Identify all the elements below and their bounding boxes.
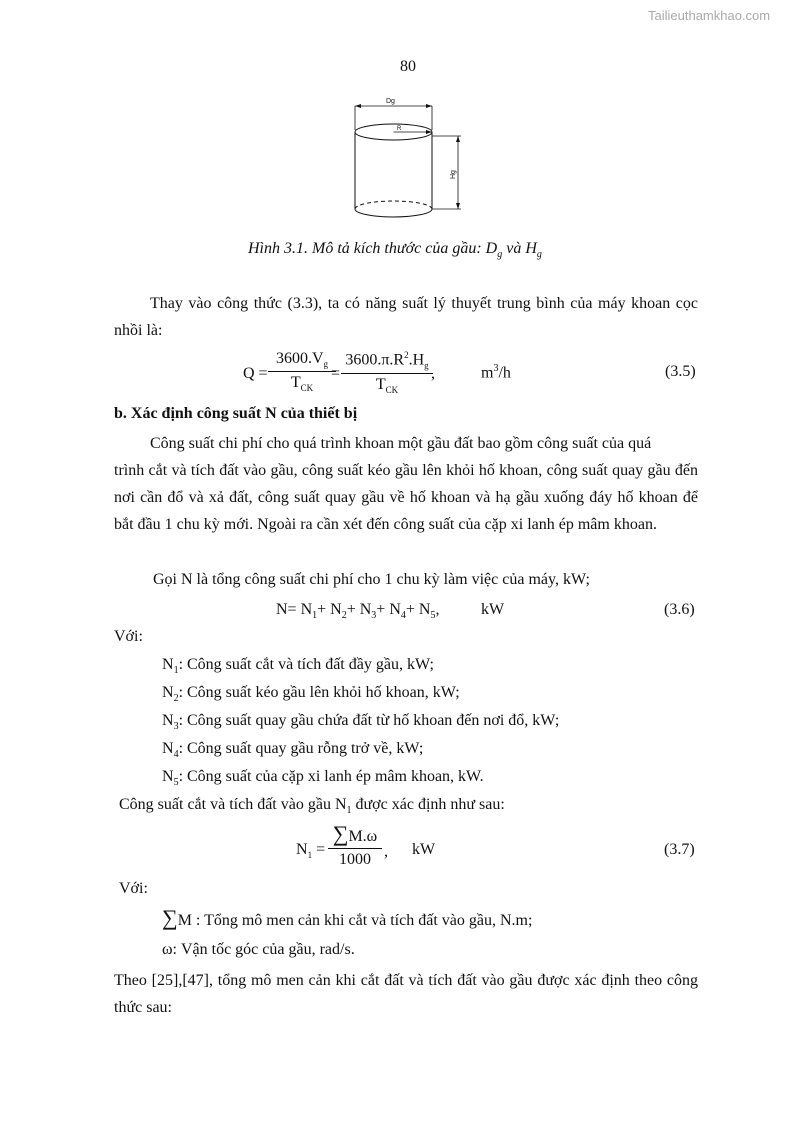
eq-3-5-comma: , [431, 365, 435, 382]
section-heading-b: b. Xác định công suất N của thiết bị [114, 405, 358, 422]
hg-arrow-bottom [456, 203, 460, 209]
eq-3-7-label: (3.7) [664, 841, 695, 858]
dg-label: Dg [386, 98, 395, 105]
dg-arrow-right [426, 104, 432, 108]
voi-label-1: Với: [114, 628, 143, 645]
list-item-n5: $N_5$: Công suất của cặp xi lanh ép mâm khoan, kW. [162, 768, 484, 789]
definition-sum-m: ∑M : Tổng mô men cản khi cắt và tích đất vào gầu, N.m; [162, 905, 533, 930]
hg-label: Hg [450, 170, 457, 179]
paragraph-power-components: Công suất chi phí cho quá trình khoan một gầu đất bao gồm công suất của quá trình cắt và tích đất vào gầu, công suất kéo gầu lên khỏi hố khoan, công suất quay gầu đến nơi cần đổ và xả đất, công suất quay gầu về hố khoan và hạ gầu xuống đáy hố khoan để bắt đầu 1 chu kỳ mới. Ngoài ra cần xét đến công suất của cặp xi lanh ép mâm khoan. [114, 435, 698, 533]
watermark: Tailieuthamkhao.com [648, 8, 771, 23]
eq-3-7-fraction: $\frac{\sum M.\omega}{1000}$ [328, 826, 382, 869]
definition-omega: ω: Vận tốc góc của gầu, rad/s. [162, 941, 355, 958]
paragraph-moment-intro: Theo [25],[47], tổng mô men cản khi cắt đất và tích đất vào gầu được xác định theo công thức sau: [114, 972, 698, 1016]
page-number: 80 [400, 58, 416, 75]
eq-3-7-unit: kW [412, 841, 436, 858]
paragraph-n1-intro: Công suất cắt và tích đất vào gầu $N_1$ được xác định như sau: [119, 796, 505, 817]
dg-arrow-left [355, 104, 361, 108]
voi-label-2: Với: [119, 880, 148, 897]
list-item-n2: $N_2$: Công suất kéo gầu lên khỏi hố khoan, kW; [162, 684, 460, 705]
bucket-figure [340, 92, 470, 224]
paragraph-define-n: Gọi N là tổng công suất chi phí cho 1 chu kỳ làm việc của máy, kW; [153, 571, 590, 588]
eq-3-5-fraction-1: $3600.V_g$ $T_{CK}$ [268, 350, 336, 393]
eq-3-6-label: (3.6) [664, 601, 695, 618]
eq-3-5-fraction-2: $3600.\pi.R^2.H_g$ $T_{CK}$ [341, 350, 433, 395]
eq-3-7-lhs: $N_1$ = [296, 841, 326, 861]
eq-3-6-formula: $N= N_1+ N_2+ N_3+ N_4+ N_5$, [276, 601, 440, 622]
list-item-n4: $N_4$: Công suất quay gầu rỗng trở về, kW; [162, 740, 424, 761]
eq-3-7-comma: , [384, 843, 388, 860]
eq-3-5-equals: = [331, 365, 341, 382]
bucket-bottom-front [355, 209, 432, 217]
eq-3-6-unit: kW [481, 601, 505, 618]
bucket-bottom-back [355, 201, 432, 209]
sum-symbol: ∑ [162, 905, 178, 930]
eq-3-5-unit: $m^3/h$ [481, 363, 511, 382]
list-item-n1: $N_1$: Công suất cắt và tích đất đầy gầu, kW; [162, 656, 434, 677]
list-item-n3: $N_3$: Công suất quay gầu chứa đất từ hố khoan đến nơi đổ, kW; [162, 712, 560, 733]
figure-caption: Hình 3.1. Mô tả kích thước của gầu: $D_g$ và $H_g$ [248, 240, 542, 261]
paragraph-intro: Thay vào công thức (3.3), ta có năng suất lý thuyết trung bình của máy khoan cọc nhồi là: [114, 295, 698, 339]
hg-arrow-top [456, 136, 460, 142]
eq-3-5-label: (3.5) [665, 363, 696, 380]
r-label: R [397, 126, 402, 132]
eq-3-5-lhs: Q = [243, 365, 268, 382]
